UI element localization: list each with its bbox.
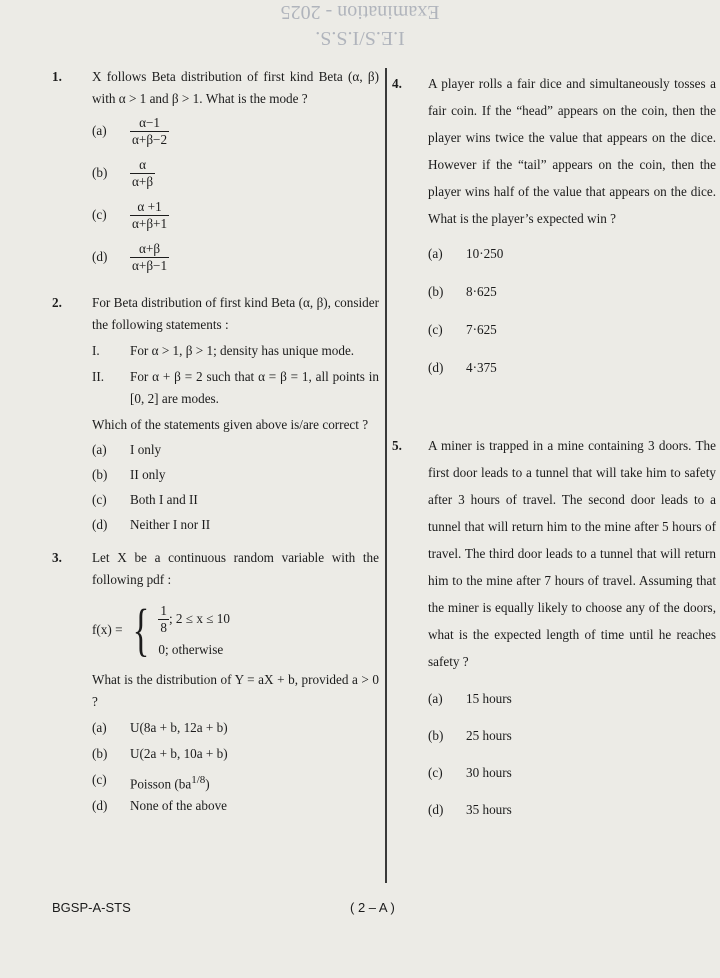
question-prompt: Which of the statements given above is/are correct ? xyxy=(92,417,369,432)
option-c[interactable] xyxy=(428,759,716,796)
option-text: 7·625 xyxy=(466,322,497,337)
option-a[interactable] xyxy=(92,110,379,152)
option-label: (c) xyxy=(92,492,107,507)
option-c[interactable] xyxy=(92,489,379,514)
header-line-ies: I.E.S/I.S.S. xyxy=(315,27,405,49)
denominator: 8 xyxy=(160,619,167,635)
option-c[interactable] xyxy=(92,769,379,795)
right-column xyxy=(392,70,716,833)
fraction xyxy=(130,157,155,190)
option-label: (a) xyxy=(428,246,443,261)
option-label: (d) xyxy=(428,360,444,375)
option-a[interactable] xyxy=(92,717,379,743)
pdf-condition: ; 2 ≤ x ≤ 10 xyxy=(168,611,230,626)
option-text: 15 hours xyxy=(466,691,512,706)
question-number: 5. xyxy=(392,438,402,453)
paper-code: BGSP-A-STS xyxy=(52,900,131,915)
option-text: I only xyxy=(130,442,162,457)
brace-glyph: { xyxy=(132,597,149,662)
option-text: Neither I nor II xyxy=(130,517,211,532)
question-4 xyxy=(392,70,716,392)
option-b[interactable] xyxy=(428,722,716,759)
header-watermark xyxy=(0,0,720,50)
statement-2 xyxy=(92,366,379,410)
numerator: α xyxy=(139,156,146,172)
page-number: ( 2 – A ) xyxy=(350,900,395,915)
superscript: 1/8 xyxy=(191,774,206,786)
option-text: 10·250 xyxy=(466,246,504,261)
option-label: (c) xyxy=(428,322,443,337)
option-text-close: ) xyxy=(205,776,210,792)
option-text: 30 hours xyxy=(466,765,512,780)
option-c[interactable] xyxy=(428,316,716,354)
statement-text: For α > 1, β > 1; density has unique mode. xyxy=(130,343,355,358)
fraction xyxy=(158,603,169,636)
denominator: α+β xyxy=(132,173,154,189)
question-text: A miner is trapped in a mine containing 3 doors. The first door leads to a tunnel that will take him to safety after 3 hours of travel. The second door leads to a tunnel that will return him to the mine after 5 hours of travel. The third door leads to a tunnel that will return him to the mine after 7 hours of travel. Assuming that the miner is equally likely to choose any of the doors, what is the expected length of time until he reaches safety ? xyxy=(428,438,716,669)
numerator: α−1 xyxy=(139,114,161,130)
denominator: α+β−1 xyxy=(132,257,168,273)
option-text: Both I and II xyxy=(130,492,198,507)
numerator: α +1 xyxy=(137,198,162,214)
option-d[interactable] xyxy=(428,796,716,833)
option-label: (a) xyxy=(92,442,107,457)
option-text: 25 hours xyxy=(466,728,512,743)
question-number: 4. xyxy=(392,76,402,91)
option-d[interactable] xyxy=(92,514,379,539)
option-label: (b) xyxy=(92,467,108,482)
pdf-lhs: f(x) = xyxy=(92,622,123,637)
fraction xyxy=(130,115,169,148)
option-text: 35 hours xyxy=(466,802,512,817)
option-label: (b) xyxy=(428,284,444,299)
question-number: 2. xyxy=(52,295,62,310)
question-text: Let X be a continuous random variable with the following pdf : xyxy=(92,550,379,587)
pdf-case-1 xyxy=(158,599,230,639)
option-a[interactable] xyxy=(92,439,379,464)
option-text: 8·625 xyxy=(466,284,497,299)
question-text: X follows Beta distribution of first kind Beta (α, β) with α > 1 and β > 1. What is the mode ? xyxy=(92,69,379,106)
question-text: A player rolls a fair dice and simultaneously tosses a fair coin. If the “head” appears on the coin, then the player wins twice the value that appears on the dice. However if the “tail” appears on the coin, then the player wins half of the value that appears on the dice. What is the player’s expected win ? xyxy=(428,76,716,226)
question-1 xyxy=(52,66,379,278)
option-text: U(2a + b, 10a + b) xyxy=(130,746,228,761)
option-b[interactable] xyxy=(92,152,379,194)
question-2 xyxy=(52,292,379,539)
column-divider xyxy=(385,68,387,883)
option-label: (b) xyxy=(92,746,108,761)
option-label: (c) xyxy=(92,772,107,787)
option-b[interactable] xyxy=(428,278,716,316)
option-label: (d) xyxy=(92,249,108,264)
option-label: (a) xyxy=(92,123,107,138)
option-a[interactable] xyxy=(428,685,716,722)
denominator: α+β−2 xyxy=(132,131,168,147)
statement-1 xyxy=(92,340,379,362)
statement-text: For α + β = 2 such that α = β = 1, all points in [0, 2] are modes. xyxy=(130,369,379,406)
option-text: U(8a + b, 12a + b) xyxy=(130,720,228,735)
option-a[interactable] xyxy=(428,240,716,278)
numerator: 1 xyxy=(160,602,167,618)
option-b[interactable] xyxy=(92,743,379,769)
numerator: α+β xyxy=(139,240,161,256)
pdf-formula xyxy=(92,595,379,665)
option-label: (b) xyxy=(428,728,444,743)
option-label: (c) xyxy=(92,207,107,222)
option-label: (a) xyxy=(428,691,443,706)
question-text: For Beta distribution of first kind Beta (α, β), consider the following statements : xyxy=(92,295,379,332)
fraction xyxy=(130,241,169,274)
option-c[interactable] xyxy=(92,194,379,236)
option-text: II only xyxy=(130,467,166,482)
question-3 xyxy=(52,547,379,821)
option-text: Poisson (ba xyxy=(130,776,192,792)
option-text: 4·375 xyxy=(466,360,497,375)
left-column xyxy=(52,66,379,821)
denominator: α+β+1 xyxy=(132,215,168,231)
fraction xyxy=(130,199,169,232)
pdf-case-2: 0; otherwise xyxy=(158,642,224,657)
question-number: 3. xyxy=(52,550,62,565)
option-text: None of the above xyxy=(130,798,228,813)
option-label: (c) xyxy=(428,765,443,780)
option-label: (d) xyxy=(92,517,108,532)
question-prompt: What is the distribution of Y = aX + b, provided a > 0 ? xyxy=(92,672,379,709)
pdf-cases xyxy=(158,599,230,661)
option-label: (d) xyxy=(428,802,444,817)
statement-label: II. xyxy=(92,369,105,384)
option-b[interactable] xyxy=(92,464,379,489)
option-d[interactable] xyxy=(428,354,716,392)
option-label: (d) xyxy=(92,798,108,813)
option-d[interactable] xyxy=(92,236,379,278)
header-line-exam: Examination - 2025 xyxy=(280,1,440,23)
question-5 xyxy=(392,432,716,833)
question-number: 1. xyxy=(52,69,62,84)
option-d[interactable] xyxy=(92,795,379,821)
option-label: (a) xyxy=(92,720,107,735)
statement-label: I. xyxy=(92,343,100,358)
option-label: (b) xyxy=(92,165,108,180)
